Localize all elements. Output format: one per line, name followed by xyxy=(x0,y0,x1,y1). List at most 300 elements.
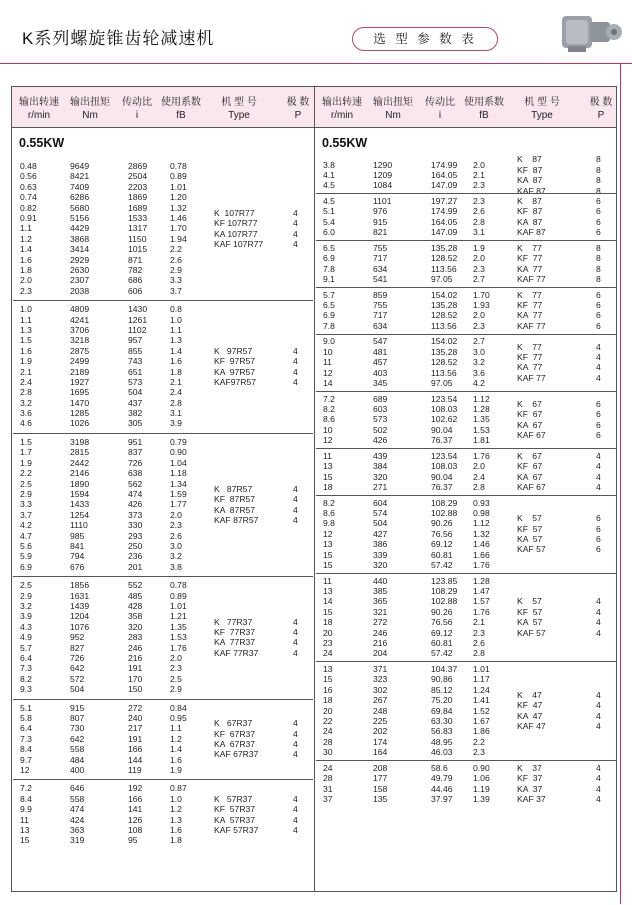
cell-torque: 574 xyxy=(373,507,388,518)
cell-fb: 3.7 xyxy=(170,285,182,296)
cell-speed: 4.5 xyxy=(323,180,335,191)
cell-type: K 57 xyxy=(517,596,542,607)
cell-fb: 3.3 xyxy=(170,275,182,286)
cell-speed: 7.8 xyxy=(323,320,335,331)
col-type xyxy=(517,513,546,555)
cell-speed: 1.4 xyxy=(20,244,32,255)
column-unit-1-4: Type xyxy=(531,110,553,121)
cell-type: KA 67 xyxy=(517,419,543,430)
col-fb xyxy=(170,783,187,845)
cell-ratio: 113.56 xyxy=(431,320,457,331)
cell-speed: 9.0 xyxy=(323,336,335,347)
cell-ratio: 191 xyxy=(128,663,143,674)
cell-type: KA 37 xyxy=(517,783,543,794)
cell-poles: 4 xyxy=(596,783,601,794)
cell-torque: 4809 xyxy=(70,304,90,315)
cell-speed: 9.1 xyxy=(323,273,335,284)
cell-speed: 24 xyxy=(323,762,333,773)
cell-torque: 204 xyxy=(373,648,388,659)
cell-fb: 2.0 xyxy=(170,652,182,663)
cell-speed: 1.3 xyxy=(20,324,32,335)
cell-fb: 1.41 xyxy=(473,695,490,706)
cell-ratio: 174.99 xyxy=(431,159,458,170)
cell-ratio: 2504 xyxy=(128,171,148,182)
column-header-0-0: 输出转速 xyxy=(19,97,59,108)
cell-poles: 6 xyxy=(596,544,601,555)
cell-poles: 6 xyxy=(596,299,601,310)
col-speed xyxy=(20,161,37,296)
cell-torque: 1026 xyxy=(70,418,90,429)
cell-speed: 4.9 xyxy=(20,632,32,643)
cell-ratio: 192 xyxy=(128,783,143,794)
selection-table-badge: 选 型 参 数 表 xyxy=(352,27,498,51)
cell-torque: 502 xyxy=(373,424,388,435)
cell-poles: 4 xyxy=(596,627,601,638)
column-unit-0-2: i xyxy=(135,110,139,121)
cell-torque: 634 xyxy=(373,263,388,274)
cell-speed: 4.5 xyxy=(323,196,335,206)
cell-fb: 1.35 xyxy=(473,414,490,425)
col-torque xyxy=(70,580,89,694)
cell-speed: 6.5 xyxy=(323,242,335,253)
cell-poles: 8 xyxy=(596,154,601,165)
cell-torque: 952 xyxy=(70,632,85,643)
cell-type: KA 87R57 xyxy=(214,504,256,515)
cell-fb: 0.98 xyxy=(473,507,490,518)
cell-fb: 3.1 xyxy=(473,227,485,238)
cell-ratio: 573 xyxy=(128,376,143,387)
cell-ratio: 113.56 xyxy=(431,263,457,274)
col-torque xyxy=(373,336,387,388)
cell-ratio: 426 xyxy=(128,499,143,510)
cell-type: KF 57 xyxy=(517,606,543,617)
cell-torque: 248 xyxy=(373,705,388,716)
cell-torque: 363 xyxy=(70,824,85,835)
col-poles xyxy=(596,763,601,805)
col-ratio xyxy=(431,290,457,332)
cell-speed: 6.4 xyxy=(20,723,32,734)
column-header-1-2: 传动比 xyxy=(425,97,455,108)
cell-ratio: 638 xyxy=(128,468,143,479)
col-speed xyxy=(323,336,335,388)
cell-torque: 208 xyxy=(373,762,388,773)
col-ratio xyxy=(128,161,147,296)
cell-fb: 1.77 xyxy=(170,499,187,510)
cell-poles: 4 xyxy=(293,637,298,648)
page-margin-rule xyxy=(620,64,621,904)
cell-ratio: 76.56 xyxy=(431,528,453,539)
cell-torque: 642 xyxy=(70,663,85,674)
cell-poles: 6 xyxy=(596,513,601,524)
col-speed xyxy=(323,498,335,571)
cell-fb: 1.01 xyxy=(170,600,187,611)
cell-speed: 4.7 xyxy=(20,530,32,541)
cell-torque: 8421 xyxy=(70,171,90,182)
cell-fb: 1.34 xyxy=(170,478,187,489)
spec-group xyxy=(13,779,313,850)
spec-group xyxy=(316,334,616,392)
cell-speed: 11 xyxy=(323,357,332,368)
power-rating-1: 0.55KW xyxy=(322,136,368,150)
cell-fb: 1.70 xyxy=(170,223,187,234)
cell-fb: 0.89 xyxy=(170,590,187,601)
cell-fb: 1.28 xyxy=(473,575,490,586)
cell-type: KF 87 xyxy=(517,164,543,175)
col-fb xyxy=(473,160,485,191)
cell-fb: 1.3 xyxy=(170,814,182,825)
cell-speed: 3.2 xyxy=(20,397,32,408)
cell-ratio: 951 xyxy=(128,437,143,447)
spec-group xyxy=(316,240,616,288)
cell-torque: 4429 xyxy=(70,223,90,234)
cell-ratio: 128.52 xyxy=(431,310,458,321)
cell-poles: 4 xyxy=(596,471,601,482)
cell-type: K 67R37 xyxy=(214,718,253,729)
cell-torque: 2038 xyxy=(70,285,90,296)
cell-poles: 4 xyxy=(293,804,298,815)
col-ratio xyxy=(128,580,142,694)
cell-torque: 1076 xyxy=(70,621,90,632)
spec-group xyxy=(13,576,313,699)
cell-torque: 1290 xyxy=(373,159,393,170)
col-fb xyxy=(170,580,187,694)
cell-type: K 87R57 xyxy=(214,483,253,494)
cell-speed: 12 xyxy=(323,435,333,446)
cell-type: KA 57 xyxy=(517,533,543,544)
col-fb xyxy=(473,451,490,493)
cell-fb: 1.67 xyxy=(473,715,490,726)
spec-group xyxy=(316,760,616,808)
cell-speed: 15 xyxy=(323,606,333,617)
cell-poles: 4 xyxy=(293,494,298,505)
cell-torque: 457 xyxy=(373,357,388,368)
cell-poles: 6 xyxy=(596,523,601,534)
cell-ratio: 164.05 xyxy=(431,216,458,227)
cell-fb: 1.01 xyxy=(473,664,490,674)
cell-fb: 1.19 xyxy=(473,783,490,794)
col-poles xyxy=(596,513,601,555)
cell-speed: 2.1 xyxy=(20,366,32,377)
cell-fb: 2.9 xyxy=(170,684,182,695)
spec-group xyxy=(13,699,313,781)
cell-torque: 541 xyxy=(373,273,388,284)
cell-fb: 3.0 xyxy=(473,346,485,357)
cell-ratio: 56.83 xyxy=(431,726,453,737)
cell-fb: 1.6 xyxy=(170,824,182,835)
col-poles xyxy=(293,346,298,388)
cell-type: KA 87 xyxy=(517,175,543,186)
cell-type: K 67 xyxy=(517,398,542,409)
col-type xyxy=(214,794,258,836)
cell-speed: 0.63 xyxy=(20,181,37,192)
cell-torque: 676 xyxy=(70,561,85,572)
spec-group xyxy=(316,495,616,574)
cell-speed: 4.1 xyxy=(323,169,335,180)
spec-group xyxy=(316,193,616,241)
col-speed xyxy=(323,160,335,191)
cell-torque: 1890 xyxy=(70,478,90,489)
cell-ratio: 141 xyxy=(128,804,143,815)
cell-fb: 2.0 xyxy=(473,461,485,472)
cell-fb: 1.18 xyxy=(170,468,187,479)
cell-ratio: 108.29 xyxy=(431,585,458,596)
cell-fb: 1.3 xyxy=(170,335,182,346)
cell-speed: 2.5 xyxy=(20,580,32,591)
cell-torque: 1927 xyxy=(70,376,90,387)
cell-ratio: 1015 xyxy=(128,244,148,255)
cell-torque: 5156 xyxy=(70,212,90,223)
cell-ratio: 504 xyxy=(128,387,143,398)
col-torque xyxy=(373,160,392,191)
cell-torque: 755 xyxy=(373,242,388,253)
cell-ratio: 2203 xyxy=(128,181,148,192)
cell-ratio: 102.62 xyxy=(431,414,458,425)
cell-fb: 1.6 xyxy=(170,754,182,765)
cell-speed: 5.1 xyxy=(323,206,335,217)
cell-poles: 4 xyxy=(596,596,601,607)
cell-fb: 0.90 xyxy=(473,762,490,773)
cell-poles: 4 xyxy=(293,207,298,218)
cell-fb: 1.59 xyxy=(170,488,187,499)
cell-type: KAF97R57 xyxy=(214,376,257,387)
cell-ratio: 135.28 xyxy=(431,346,458,357)
cell-torque: 1101 xyxy=(373,196,392,206)
cell-type: KAF 47 xyxy=(517,721,546,732)
cell-ratio: 293 xyxy=(128,530,143,541)
cell-fb: 1.12 xyxy=(473,518,490,529)
cell-speed: 18 xyxy=(323,481,333,492)
col-torque xyxy=(373,576,387,659)
cell-poles: 8 xyxy=(596,273,601,284)
cell-torque: 9649 xyxy=(70,161,90,171)
col-speed xyxy=(323,394,335,446)
cell-poles: 4 xyxy=(293,366,298,377)
cell-speed: 11 xyxy=(20,814,29,825)
cell-type: KF 97R57 xyxy=(214,356,256,367)
col-fb xyxy=(473,243,485,285)
col-ratio xyxy=(431,243,457,285)
cell-ratio: 135.28 xyxy=(431,242,458,253)
cell-speed: 2.3 xyxy=(20,285,32,296)
column-header-1-5: 极 数 xyxy=(589,97,613,108)
cell-torque: 730 xyxy=(70,723,85,734)
col-type xyxy=(214,346,256,388)
cell-poles: 4 xyxy=(596,372,601,383)
cell-ratio: 90.26 xyxy=(431,606,453,617)
cell-torque: 6286 xyxy=(70,192,90,203)
cell-speed: 1.7 xyxy=(20,447,32,458)
cell-torque: 915 xyxy=(70,702,85,713)
cell-torque: 558 xyxy=(70,793,85,804)
cell-fb: 2.1 xyxy=(473,617,485,628)
cell-speed: 15 xyxy=(323,549,333,560)
cell-type: KF 57R37 xyxy=(214,804,256,815)
cell-ratio: 48.95 xyxy=(431,736,453,747)
cell-type: KAF 37 xyxy=(517,793,546,804)
column-header-0-4: 机 型 号 xyxy=(221,97,257,108)
col-torque xyxy=(373,451,387,493)
col-type xyxy=(517,690,546,732)
cell-fb: 2.4 xyxy=(170,387,182,398)
column-unit-0-4: Type xyxy=(228,110,250,121)
cell-speed: 13 xyxy=(323,664,333,674)
cell-fb: 1.76 xyxy=(473,450,490,461)
cell-fb: 1.4 xyxy=(170,345,182,356)
cell-ratio: 76.37 xyxy=(431,481,453,492)
cell-speed: 13 xyxy=(323,539,333,550)
col-speed xyxy=(20,304,32,429)
col-poles xyxy=(293,484,298,526)
cell-torque: 267 xyxy=(373,695,388,706)
cell-ratio: 782 xyxy=(128,264,143,275)
cell-fb: 2.8 xyxy=(473,648,485,659)
cell-poles: 4 xyxy=(293,228,298,239)
cell-ratio: 358 xyxy=(128,611,143,622)
cell-ratio: 562 xyxy=(128,478,143,489)
cell-ratio: 164.05 xyxy=(431,169,458,180)
cell-poles: 6 xyxy=(596,216,601,227)
cell-fb: 2.8 xyxy=(473,216,485,227)
cell-torque: 1084 xyxy=(373,180,393,191)
cell-fb: 1.70 xyxy=(473,289,490,300)
cell-speed: 15 xyxy=(323,559,333,570)
cell-speed: 13 xyxy=(20,824,30,835)
col-fb xyxy=(473,196,485,238)
cell-ratio: 90.26 xyxy=(431,518,453,529)
cell-type: K 87 xyxy=(517,196,542,206)
cell-type: K 97R57 xyxy=(214,345,253,356)
cell-speed: 3.7 xyxy=(20,509,32,520)
cell-speed: 1.1 xyxy=(20,223,32,234)
col-ratio xyxy=(431,160,457,191)
cell-torque: 642 xyxy=(70,733,85,744)
cell-speed: 5.1 xyxy=(20,702,32,713)
cell-torque: 976 xyxy=(373,206,388,217)
cell-poles: 4 xyxy=(293,626,298,637)
page-title: K系列螺旋锥齿轮减速机 xyxy=(22,29,215,48)
cell-fb: 0.79 xyxy=(170,437,187,447)
cell-poles: 4 xyxy=(596,450,601,461)
cell-torque: 558 xyxy=(70,744,85,755)
cell-fb: 1.94 xyxy=(170,233,187,244)
cell-fb: 1.8 xyxy=(170,366,182,377)
col-speed xyxy=(20,580,32,694)
column-unit-1-5: P xyxy=(597,110,605,121)
cell-torque: 216 xyxy=(373,637,388,648)
col-fb xyxy=(473,664,490,758)
cell-type: KA 107R77 xyxy=(214,228,258,239)
spec-group xyxy=(316,661,616,761)
cell-poles: 4 xyxy=(293,238,298,249)
cell-poles: 4 xyxy=(293,824,298,835)
cell-fb: 2.8 xyxy=(473,481,485,492)
cell-fb: 0.93 xyxy=(473,497,490,508)
cell-speed: 9.9 xyxy=(20,804,32,815)
col-fb xyxy=(473,763,490,805)
cell-type: K 67 xyxy=(517,450,542,461)
cell-fb: 3.2 xyxy=(473,357,485,368)
col-torque xyxy=(373,498,387,571)
cell-speed: 24 xyxy=(323,648,333,659)
cell-poles: 4 xyxy=(596,793,601,804)
cell-poles: 6 xyxy=(596,533,601,544)
cell-fb: 3.0 xyxy=(170,540,182,551)
cell-speed: 12 xyxy=(20,764,30,775)
cell-type: KAF 77 xyxy=(517,273,546,284)
cell-type: KA 47 xyxy=(517,710,543,721)
cell-ratio: 76.56 xyxy=(431,617,453,628)
cell-poles: 4 xyxy=(596,710,601,721)
cell-speed: 16 xyxy=(323,684,333,695)
col-poles xyxy=(596,399,601,441)
cell-ratio: 855 xyxy=(128,345,143,356)
cell-ratio: 606 xyxy=(128,285,143,296)
col-ratio xyxy=(431,498,457,571)
cell-fb: 1.4 xyxy=(170,744,182,755)
cell-torque: 859 xyxy=(373,289,388,300)
cell-fb: 1.17 xyxy=(473,674,490,685)
cell-ratio: 135.28 xyxy=(431,299,458,310)
col-torque xyxy=(70,304,89,429)
col-type xyxy=(517,342,546,384)
cell-fb: 1.93 xyxy=(473,299,490,310)
cell-ratio: 144 xyxy=(128,754,143,765)
cell-fb: 2.7 xyxy=(473,273,485,284)
cell-poles: 6 xyxy=(596,419,601,430)
cell-poles: 4 xyxy=(596,341,601,352)
cell-torque: 246 xyxy=(373,627,388,638)
cell-ratio: 44.46 xyxy=(431,783,453,794)
cell-type: K 77R37 xyxy=(214,616,253,627)
cell-poles: 8 xyxy=(596,242,601,253)
cell-ratio: 201 xyxy=(128,561,143,572)
cell-type: KA 67R37 xyxy=(214,738,256,749)
cell-speed: 2.2 xyxy=(20,468,32,479)
cell-fb: 2.9 xyxy=(170,264,182,275)
col-speed xyxy=(323,196,335,238)
cell-type: K 77 xyxy=(517,289,542,300)
cell-speed: 14 xyxy=(323,377,333,388)
cell-speed: 13 xyxy=(323,461,333,472)
cell-poles: 8 xyxy=(596,175,601,186)
column-unit-0-0: r/min xyxy=(27,110,51,121)
cell-speed: 1.2 xyxy=(20,233,32,244)
cell-fb: 2.1 xyxy=(170,376,182,387)
col-torque xyxy=(70,437,89,572)
col-speed xyxy=(323,576,333,659)
cell-torque: 177 xyxy=(373,773,388,784)
cell-fb: 1.12 xyxy=(473,393,490,404)
cell-poles: 4 xyxy=(293,749,298,760)
col-poles xyxy=(293,794,298,836)
cell-ratio: 108.29 xyxy=(431,497,458,508)
cell-torque: 1285 xyxy=(70,408,90,419)
cell-torque: 689 xyxy=(373,393,388,404)
cell-type: KAF 77 xyxy=(517,372,546,383)
col-poles xyxy=(596,154,601,196)
cell-torque: 5680 xyxy=(70,202,90,213)
col-ratio xyxy=(128,703,142,776)
cell-poles: 4 xyxy=(596,700,601,711)
cell-fb: 2.3 xyxy=(170,663,182,674)
cell-fb: 1.8 xyxy=(170,835,182,846)
cell-speed: 7.2 xyxy=(20,783,32,794)
cell-poles: 4 xyxy=(596,351,601,362)
cell-fb: 1.76 xyxy=(170,642,187,653)
col-fb xyxy=(170,437,187,572)
cell-speed: 1.8 xyxy=(20,264,32,275)
cell-poles: 4 xyxy=(596,461,601,472)
